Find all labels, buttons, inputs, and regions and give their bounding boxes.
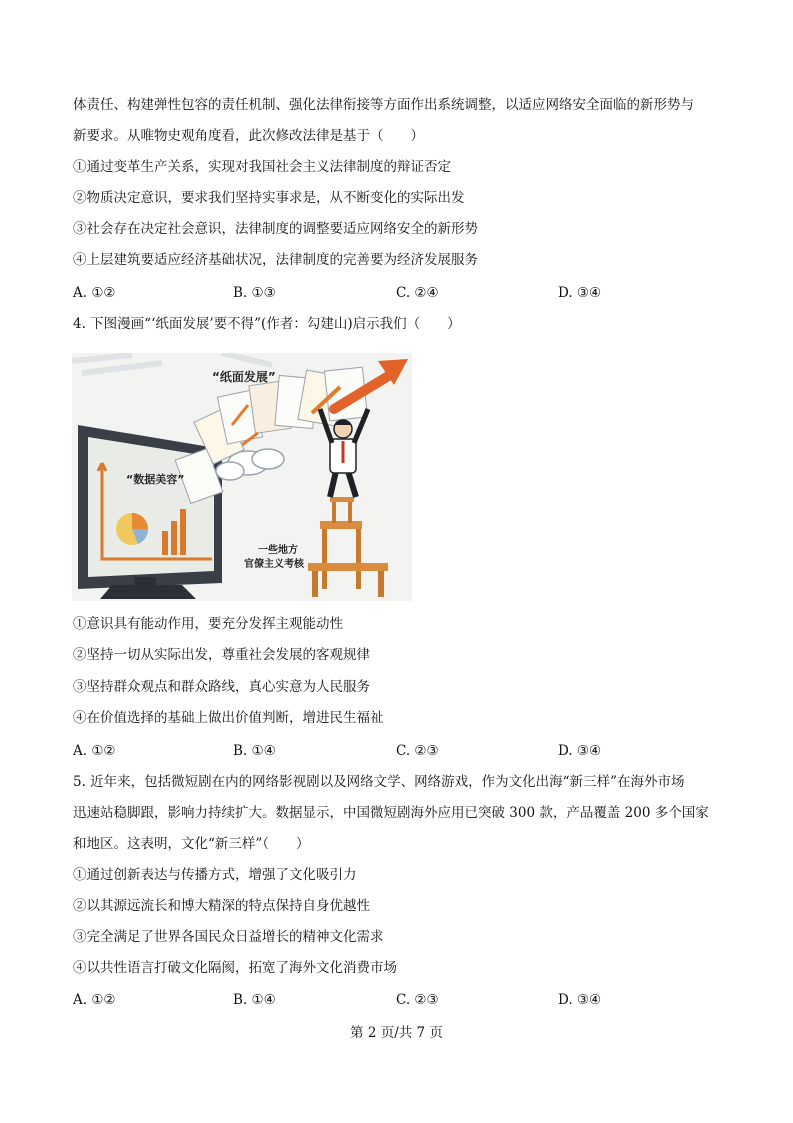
cartoon-image	[72, 353, 412, 601]
q5-option-d: D. ③④	[558, 992, 602, 1008]
q3-statement-2: ②物质决定意识，要求我们坚持实事求是，从不断变化的实际出发	[73, 190, 465, 206]
q3-text-line-1: 体责任、构建弹性包容的责任机制、强化法律衔接等方面作出系统调整，以适应网络安全面临的新形势与	[73, 97, 694, 113]
q4-statement-4: ④在价值选择的基础上做出价值判断，增进民生福祉	[73, 710, 384, 726]
page-footer: 第 2 页/共 7 页	[350, 1025, 443, 1041]
q4-option-c: C. ②③	[396, 743, 439, 759]
q3-option-a: A. ①②	[73, 285, 116, 301]
q3-statement-4: ④上层建筑要适应经济基础状况，法律制度的完善要为经济发展服务	[73, 252, 478, 268]
q4-option-a: A. ①②	[73, 743, 116, 759]
q5-text-line-1: 5. 近年来，包括微短剧在内的网络影视剧以及网络文学、网络游戏，作为文化出海“新三样”在海外市场	[73, 774, 685, 790]
q4-statement-1: ①意识具有能动作用，要充分发挥主观能动性	[73, 616, 343, 632]
q3-statement-3: ③社会存在决定社会意识，法律制度的调整要适应网络安全的新形势	[73, 221, 478, 237]
q5-text-line-3: 和地区。这表明，文化“新三样”（ ）	[73, 836, 310, 852]
q5-text-line-2: 迅速站稳脚跟，影响力持续扩大。数据显示，中国微短剧海外应用已突破 300 款，产品覆盖 200 多个国家	[73, 805, 709, 821]
q5-statement-3: ③完全满足了世界各国民众日益增长的精神文化需求	[73, 929, 384, 945]
q5-statement-1: ①通过创新表达与传播方式，增强了文化吸引力	[73, 867, 357, 883]
q5-option-b: B. ①④	[233, 992, 276, 1008]
q4-statement-2: ②坚持一切从实际出发，尊重社会发展的客观规律	[73, 647, 370, 663]
q3-option-c: C. ②④	[396, 285, 439, 301]
q3-statement-1: ①通过变革生产关系，实现对我国社会主义法律制度的辩证否定	[73, 159, 451, 175]
cartoon-label-side-1: 一些地方	[258, 545, 298, 556]
q4-option-b: B. ①④	[233, 743, 276, 759]
q5-statement-4: ④以共性语言打破文化隔阂，拓宽了海外文化消费市场	[73, 960, 397, 976]
q4-stem: 4. 下图漫画“‘纸面发展’要不得”(作者：勾建山)启示我们（ ）	[73, 316, 461, 332]
q5-option-c: C. ②③	[396, 992, 439, 1008]
q4-option-d: D. ③④	[558, 743, 602, 759]
q4-statement-3: ③坚持群众观点和群众路线，真心实意为人民服务	[73, 679, 370, 695]
cartoon-label-paper: “纸面发展”	[212, 370, 276, 384]
q5-option-a: A. ①②	[73, 992, 116, 1008]
q3-option-b: B. ①③	[233, 285, 276, 301]
q3-option-d: D. ③④	[558, 285, 602, 301]
cartoon-label-data: “数据美容”	[126, 473, 185, 486]
q3-text-line-2: 新要求。从唯物史观角度看，此次修改法律是基于（ ）	[73, 128, 424, 144]
cartoon-label-side-2: 官僚主义考核	[244, 559, 304, 570]
q5-statement-2: ②以其源远流长和博大精深的特点保持自身优越性	[73, 898, 370, 914]
